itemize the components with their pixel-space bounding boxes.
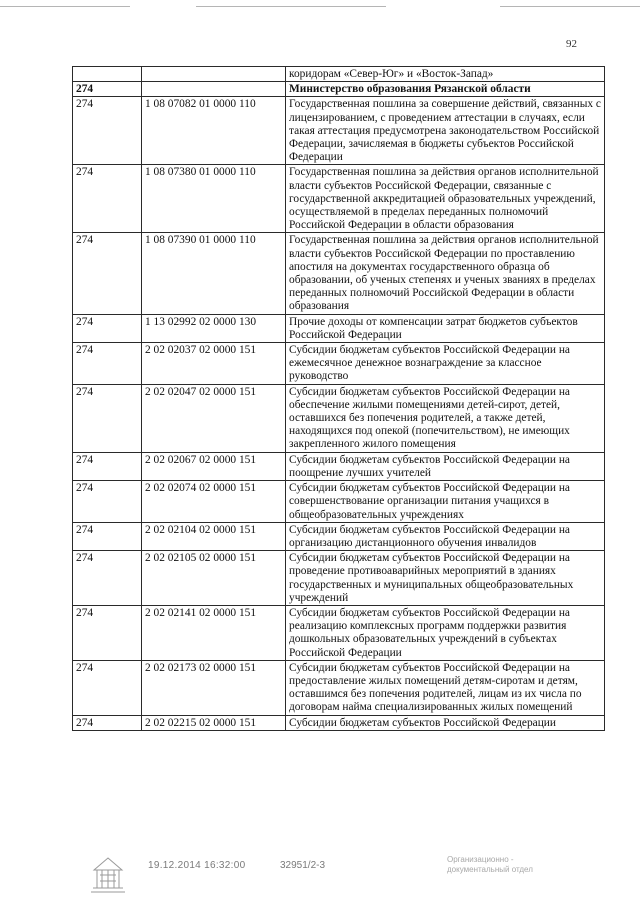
revenue-code-cell: 2 02 02141 02 0000 151 — [142, 605, 286, 660]
table-body — [73, 67, 605, 731]
admin-code-cell — [73, 67, 142, 82]
revenue-name-cell: Субсидии бюджетам субъектов Российской Федерации на ежемесячное денежное вознаграждение за классное руководство — [286, 343, 605, 385]
table-row — [73, 715, 605, 730]
scan-edge-line-right — [500, 6, 640, 7]
revenue-codes-table — [72, 66, 605, 731]
scan-edge-line-left — [0, 6, 130, 7]
department-label-line2: документальный отдел — [447, 865, 533, 874]
revenue-code-cell: 2 02 02105 02 0000 151 — [142, 551, 286, 606]
admin-code-cell: 274 — [73, 314, 142, 342]
table-row — [73, 165, 605, 233]
revenue-name-cell: Государственная пошлина за действия органов исполнительной власти субъектов Российской Федерации, связанные с государственной аккредитацией образовательных учреждений, осуществляемой в пределах переданных полномочий Российской Федерации в области образования — [286, 165, 605, 233]
table-row — [73, 97, 605, 165]
table-row — [73, 481, 605, 523]
department-label-line1: Организационно - — [447, 855, 514, 864]
revenue-name-cell: Субсидии бюджетам субъектов Российской Федерации на совершенствование организации питания учащихся в общеобразовательных учреждениях — [286, 481, 605, 523]
revenue-name-cell: Министерство образования Рязанской области — [286, 82, 605, 97]
admin-code-cell: 274 — [73, 82, 142, 97]
admin-code-cell: 274 — [73, 605, 142, 660]
admin-code-cell: 274 — [73, 384, 142, 452]
table-row — [73, 67, 605, 82]
document-footer — [0, 851, 640, 901]
revenue-code-cell: 1 13 02992 02 0000 130 — [142, 314, 286, 342]
revenue-name-cell: Государственная пошлина за совершение действий, связанных с лицензированием, с проведением аттестации в случаях, если такая аттестация предусмотрена законодательством Российской Федерации, зачисляемая в бюджеты субъектов Российской Федерации — [286, 97, 605, 165]
table-row — [73, 522, 605, 550]
revenue-code-cell: 2 02 02047 02 0000 151 — [142, 384, 286, 452]
admin-code-cell: 274 — [73, 481, 142, 523]
registration-timestamp: 19.12.2014 16:32:00 — [148, 860, 246, 871]
table-row — [73, 343, 605, 385]
revenue-code-cell: 2 02 02037 02 0000 151 — [142, 343, 286, 385]
page-number: 92 — [566, 38, 577, 50]
revenue-name-cell: Субсидии бюджетам субъектов Российской Федерации на поощрение лучших учителей — [286, 452, 605, 480]
revenue-code-cell: 1 08 07082 01 0000 110 — [142, 97, 286, 165]
table-row — [73, 452, 605, 480]
admin-code-cell: 274 — [73, 97, 142, 165]
department-label — [447, 855, 567, 875]
admin-code-cell: 274 — [73, 660, 142, 715]
building-emblem-icon — [88, 855, 128, 900]
table-row — [73, 605, 605, 660]
revenue-code-cell: 2 02 02074 02 0000 151 — [142, 481, 286, 523]
table-row — [73, 314, 605, 342]
revenue-code-cell: 2 02 02215 02 0000 151 — [142, 715, 286, 730]
admin-code-cell: 274 — [73, 233, 142, 314]
admin-code-cell: 274 — [73, 715, 142, 730]
revenue-name-cell: Субсидии бюджетам субъектов Российской Федерации на реализацию комплексных программ поддержки развития дошкольных образовательных учреждений в субъектах Российской Федерации — [286, 605, 605, 660]
admin-code-cell: 274 — [73, 551, 142, 606]
registration-number: 32951/2-3 — [280, 860, 326, 871]
revenue-name-cell: Прочие доходы от компенсации затрат бюджетов субъектов Российской Федерации — [286, 314, 605, 342]
admin-code-cell: 274 — [73, 452, 142, 480]
revenue-name-cell: Субсидии бюджетам субъектов Российской Федерации на организацию дистанционного обучения инвалидов — [286, 522, 605, 550]
table-row — [73, 233, 605, 314]
scan-edge-line-center — [196, 6, 386, 7]
table-row — [73, 660, 605, 715]
admin-code-cell: 274 — [73, 522, 142, 550]
revenue-code-cell: 1 08 07380 01 0000 110 — [142, 165, 286, 233]
revenue-code-cell: 2 02 02067 02 0000 151 — [142, 452, 286, 480]
revenue-code-cell: 2 02 02104 02 0000 151 — [142, 522, 286, 550]
table-row — [73, 551, 605, 606]
revenue-code-cell — [142, 67, 286, 82]
revenue-code-cell — [142, 82, 286, 97]
revenue-name-cell: Субсидии бюджетам субъектов Российской Федерации — [286, 715, 605, 730]
ministry-header-row — [73, 82, 605, 97]
admin-code-cell: 274 — [73, 165, 142, 233]
revenue-name-cell: Государственная пошлина за действия органов исполнительной власти субъектов Российской Федерации по проставлению апостиля на документах государственного образца об образовании, об ученых степенях и ученых званиях в пределах переданных полномочий Российской Федерации в области образования — [286, 233, 605, 314]
revenue-name-cell: Субсидии бюджетам субъектов Российской Федерации на проведение противоаварийных мероприятий в зданиях государственных и муниципальных общеобразовательных учреждений — [286, 551, 605, 606]
revenue-name-cell: коридорам «Север-Юг» и «Восток-Запад» — [286, 67, 605, 82]
revenue-code-cell: 2 02 02173 02 0000 151 — [142, 660, 286, 715]
revenue-name-cell: Субсидии бюджетам субъектов Российской Федерации на обеспечение жилыми помещениями детей-сирот, детей, оставшихся без попечения родителей, а также детей, находящихся под опекой (попечительством), не имеющих закрепленного жилого помещения — [286, 384, 605, 452]
revenue-code-cell: 1 08 07390 01 0000 110 — [142, 233, 286, 314]
table-row — [73, 384, 605, 452]
admin-code-cell: 274 — [73, 343, 142, 385]
revenue-name-cell: Субсидии бюджетам субъектов Российской Федерации на предоставление жилых помещений детям-сиротам и детям, оставшимся без попечения родителей, лицам из их числа по договорам найма специализированных жилых помещений — [286, 660, 605, 715]
